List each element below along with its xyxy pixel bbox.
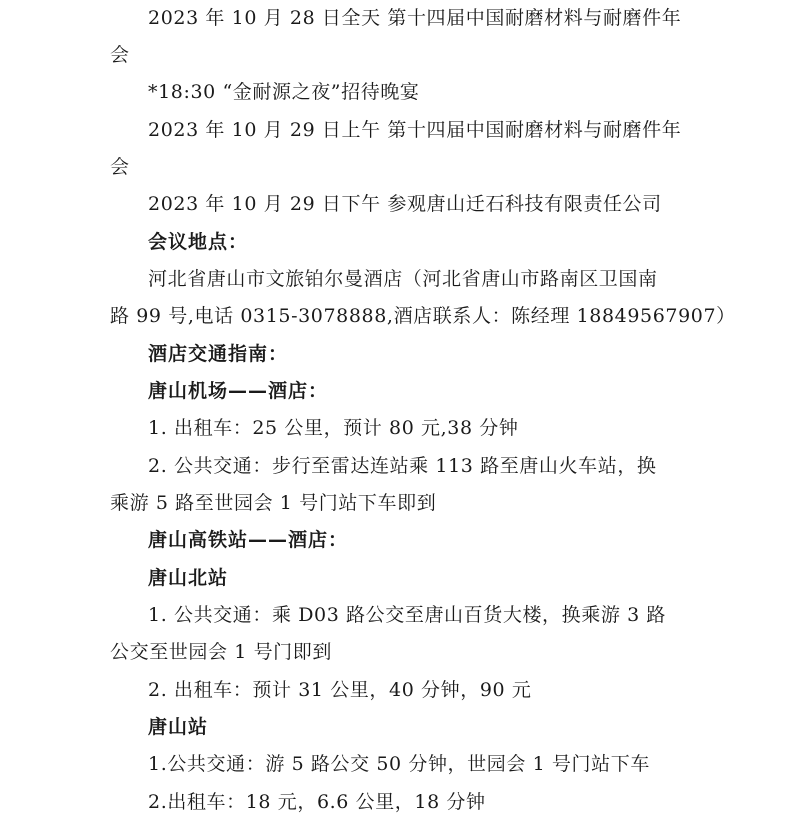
- tangshan-station-transit-line: 1.公共交通：游 5 路公交 50 分钟，世园会 1 号门站下车: [148, 753, 650, 775]
- banquet-line: *18:30 “金耐源之夜”招待晚宴: [148, 81, 420, 103]
- north-station-transit-line-continued: 公交至世园会 1 号门即到: [110, 641, 332, 663]
- schedule-line-oct28-continued: 会: [110, 44, 130, 66]
- tangshan-station-heading: 唐山站: [148, 716, 209, 738]
- tangshan-station-taxi-line: 2.出租车：18 元，6.6 公里，18 分钟: [148, 791, 486, 813]
- north-station-heading: 唐山北站: [148, 567, 229, 589]
- venue-address-line-continued: 路 99 号,电话 0315-3078888,酒店联系人：陈经理 18849567907）: [110, 305, 736, 327]
- venue-heading: 会议地点：: [148, 231, 249, 253]
- railway-route-heading: 唐山高铁站——酒店：: [148, 529, 349, 551]
- schedule-line-oct29-morning-continued: 会: [110, 156, 130, 178]
- hotel-transport-heading: 酒店交通指南：: [148, 343, 289, 365]
- airport-route-heading: 唐山机场——酒店：: [148, 380, 329, 402]
- schedule-line-oct28: 2023 年 10 月 28 日全天 第十四届中国耐磨材料与耐磨件年: [148, 7, 682, 29]
- airport-taxi-line: 1. 出租车：25 公里，预计 80 元,38 分钟: [148, 417, 519, 439]
- venue-address-line: 河北省唐山市文旅铂尔曼酒店（河北省唐山市路南区卫国南: [148, 268, 658, 290]
- north-station-taxi-line: 2. 出租车：预计 31 公里，40 分钟，90 元: [148, 679, 532, 701]
- schedule-line-oct29-morning: 2023 年 10 月 29 日上午 第十四届中国耐磨材料与耐磨件年: [148, 119, 682, 141]
- airport-transit-line-continued: 乘游 5 路至世园会 1 号门站下车即到: [110, 492, 437, 514]
- schedule-line-oct29-afternoon: 2023 年 10 月 29 日下午 参观唐山迁石科技有限责任公司: [148, 193, 662, 215]
- airport-transit-line: 2. 公共交通：步行至雷达连站乘 113 路至唐山火车站，换: [148, 455, 657, 477]
- north-station-transit-line: 1. 公共交通：乘 D03 路公交至唐山百货大楼，换乘游 3 路: [148, 604, 667, 626]
